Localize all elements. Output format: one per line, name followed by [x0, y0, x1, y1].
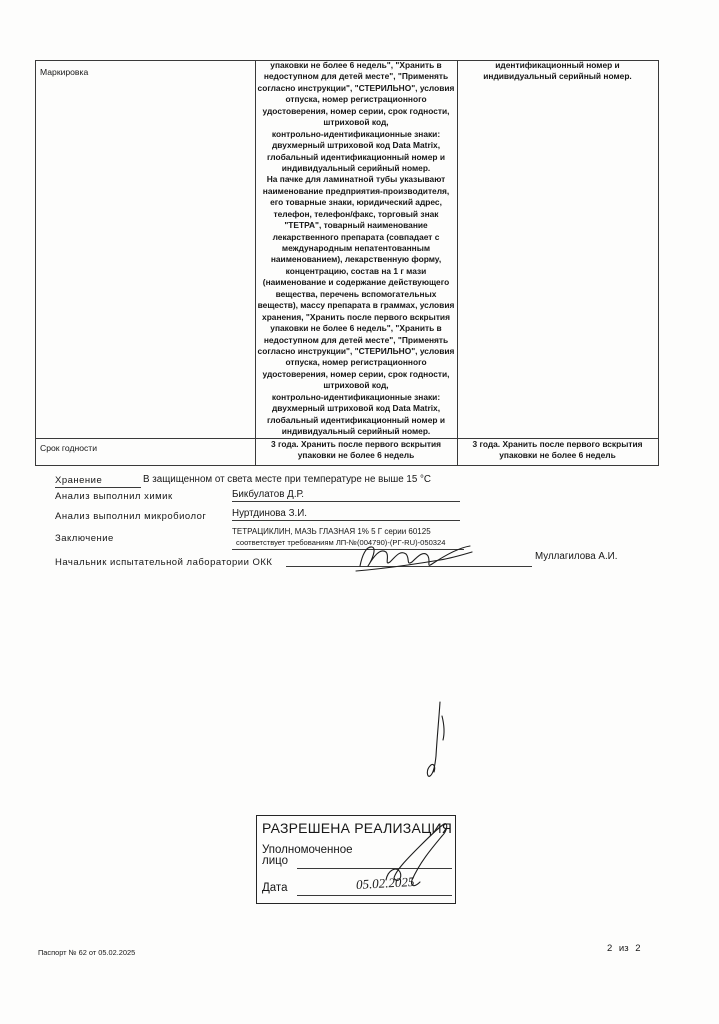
marking-text-line: телефон, телефон/факс, торговый знак	[273, 208, 439, 219]
marking-text-line: отпуска, номер регистрационного	[285, 94, 427, 105]
marking-label: Маркировка	[40, 67, 89, 77]
marking-text-line: двухмерный штриховой код Data Matrix,	[271, 403, 441, 414]
stamp-signature-line	[297, 868, 452, 869]
stamp-title: РАЗРЕШЕНА РЕАЛИЗАЦИЯ	[262, 820, 453, 836]
conclusion-product: ТЕТРАЦИКЛИН, МАЗЬ ГЛАЗНАЯ 1% 5 Г серии 60125	[232, 527, 431, 536]
marking-text-line: хранения, "Хранить после первого вскрытия	[262, 311, 450, 322]
marking-text-line: глобальный идентификационный номер и	[266, 414, 445, 425]
marking-text-line: согласно инструкции", "СТЕРИЛЬНО", условия	[257, 82, 455, 93]
marking-text-line: наименование предприятия-производителя,	[262, 185, 450, 196]
marking-text-line: наименованием), лекарственную форму,	[270, 254, 442, 265]
approval-mark	[427, 702, 440, 776]
shelf-life-requirement-line: 3 года. Хранить после первого вскрытия	[270, 439, 442, 449]
microbiologist-name: Нуртдинова З.И.	[232, 508, 307, 519]
shelf-life-label: Срок годности	[40, 443, 98, 453]
marking-text-line: штриховой код,	[323, 380, 389, 391]
marking-text-line: его товарные знаки, юридический адрес,	[270, 197, 442, 208]
marking-text-line: отпуска, номер регистрационного	[285, 357, 427, 368]
head-signature-line	[286, 566, 532, 567]
marking-text-line: (наименование и содержание действующего	[262, 277, 450, 288]
marking-result-line: индивидуальный серийный номер.	[483, 71, 632, 82]
shelf-life-result	[458, 439, 657, 462]
marking-text-line: концентрацию, состав на 1 г мази	[285, 265, 427, 276]
table-left-rule	[35, 60, 36, 466]
shelf-life-requirement-line: упаковки не более 6 недель	[297, 450, 415, 461]
table-column-rule-2	[457, 60, 458, 466]
shelf-life-requirement	[256, 439, 456, 462]
storage-label: Хранение	[55, 475, 103, 486]
marking-text-line: штриховой код,	[323, 117, 389, 128]
storage-label-underline	[55, 487, 141, 488]
head-signature-flourish	[356, 552, 472, 571]
marking-text-line: контрольно-идентификационные знаки:	[271, 391, 441, 402]
shelf-life-result-line: 3 года. Хранить после первого вскрытия	[472, 439, 643, 449]
page-counter: 2 из 2	[607, 943, 641, 954]
marking-text-line: вещества, перечень вспомогательных	[275, 288, 437, 299]
marking-text-line: веществ), массу препарата в граммах, условия	[257, 300, 455, 311]
stamp-date-value: 05.02.2025	[355, 873, 415, 892]
head-name: Муллагилова А.И.	[535, 551, 618, 562]
conclusion-compliance: соответствует требованиям ЛП-№(004790)-(РГ-RU)-050324	[236, 538, 446, 547]
passport-reference: Паспорт № 62 от 05.02.2025	[38, 948, 136, 957]
approval-mark-stroke	[442, 716, 444, 740]
marking-text-line: глобальный идентификационный номер и	[266, 151, 445, 162]
stamp-date-line	[297, 895, 452, 896]
release-stamp	[256, 815, 456, 904]
conclusion-underline	[232, 549, 464, 550]
marking-text-line: индивидуальный серийный номер.	[281, 162, 431, 173]
marking-requirements-text	[256, 60, 456, 437]
marking-text-line: контрольно-идентификационные знаки:	[271, 128, 441, 139]
storage-value: В защищенном от света месте при температуре не выше 15 °С	[143, 474, 432, 485]
marking-text-line: упаковки не более 6 недель", "Хранить в	[270, 323, 442, 334]
marking-result-text	[458, 60, 657, 83]
marking-text-line: индивидуальный серийный номер.	[281, 426, 431, 436]
marking-text-line: недоступном для детей месте", "Применять	[263, 334, 449, 345]
marking-text-line: удостоверения, номер серии, срок годности,	[262, 368, 450, 379]
marking-text-line: лекарственного препарата (совпадает с	[272, 231, 440, 242]
marking-text-line: недоступном для детей месте", "Применять	[263, 71, 449, 82]
chemist-underline	[232, 501, 460, 502]
microbiologist-underline	[232, 520, 460, 521]
marking-text-line: упаковки не более 6 недель", "Хранить в	[270, 60, 442, 70]
chemist-label: Анализ выполнил химик	[55, 491, 173, 502]
head-label: Начальник испытательной лаборатории ОКК	[55, 557, 273, 568]
table-bottom-rule	[35, 465, 659, 466]
marking-text-line: согласно инструкции", "СТЕРИЛЬНО", условия	[257, 345, 455, 356]
marking-text-line: На пачке для ламинатной тубы указывают	[266, 174, 446, 185]
stamp-authorized-line1: Уполномоченное	[262, 844, 353, 856]
marking-result-line: идентификационный номер и	[495, 60, 620, 70]
shelf-life-result-line: упаковки не более 6 недель	[499, 450, 616, 461]
microbiologist-label: Анализ выполнил микробиолог	[55, 511, 207, 522]
stamp-authorized-line2: лицо	[262, 855, 288, 867]
chemist-name: Бикбулатов Д.Р.	[232, 489, 304, 500]
conclusion-label: Заключение	[55, 533, 114, 544]
marking-text-line: удостоверения, номер серии, срок годности,	[262, 105, 450, 116]
table-right-rule	[658, 60, 659, 466]
marking-text-line: двухмерный штриховой код Data Matrix,	[271, 140, 441, 151]
stamp-date-label: Дата	[262, 882, 288, 894]
marking-text-line: международным непатентованным	[281, 243, 431, 253]
marking-text-line: "ТЕТРА", товарный наименование	[284, 220, 428, 231]
